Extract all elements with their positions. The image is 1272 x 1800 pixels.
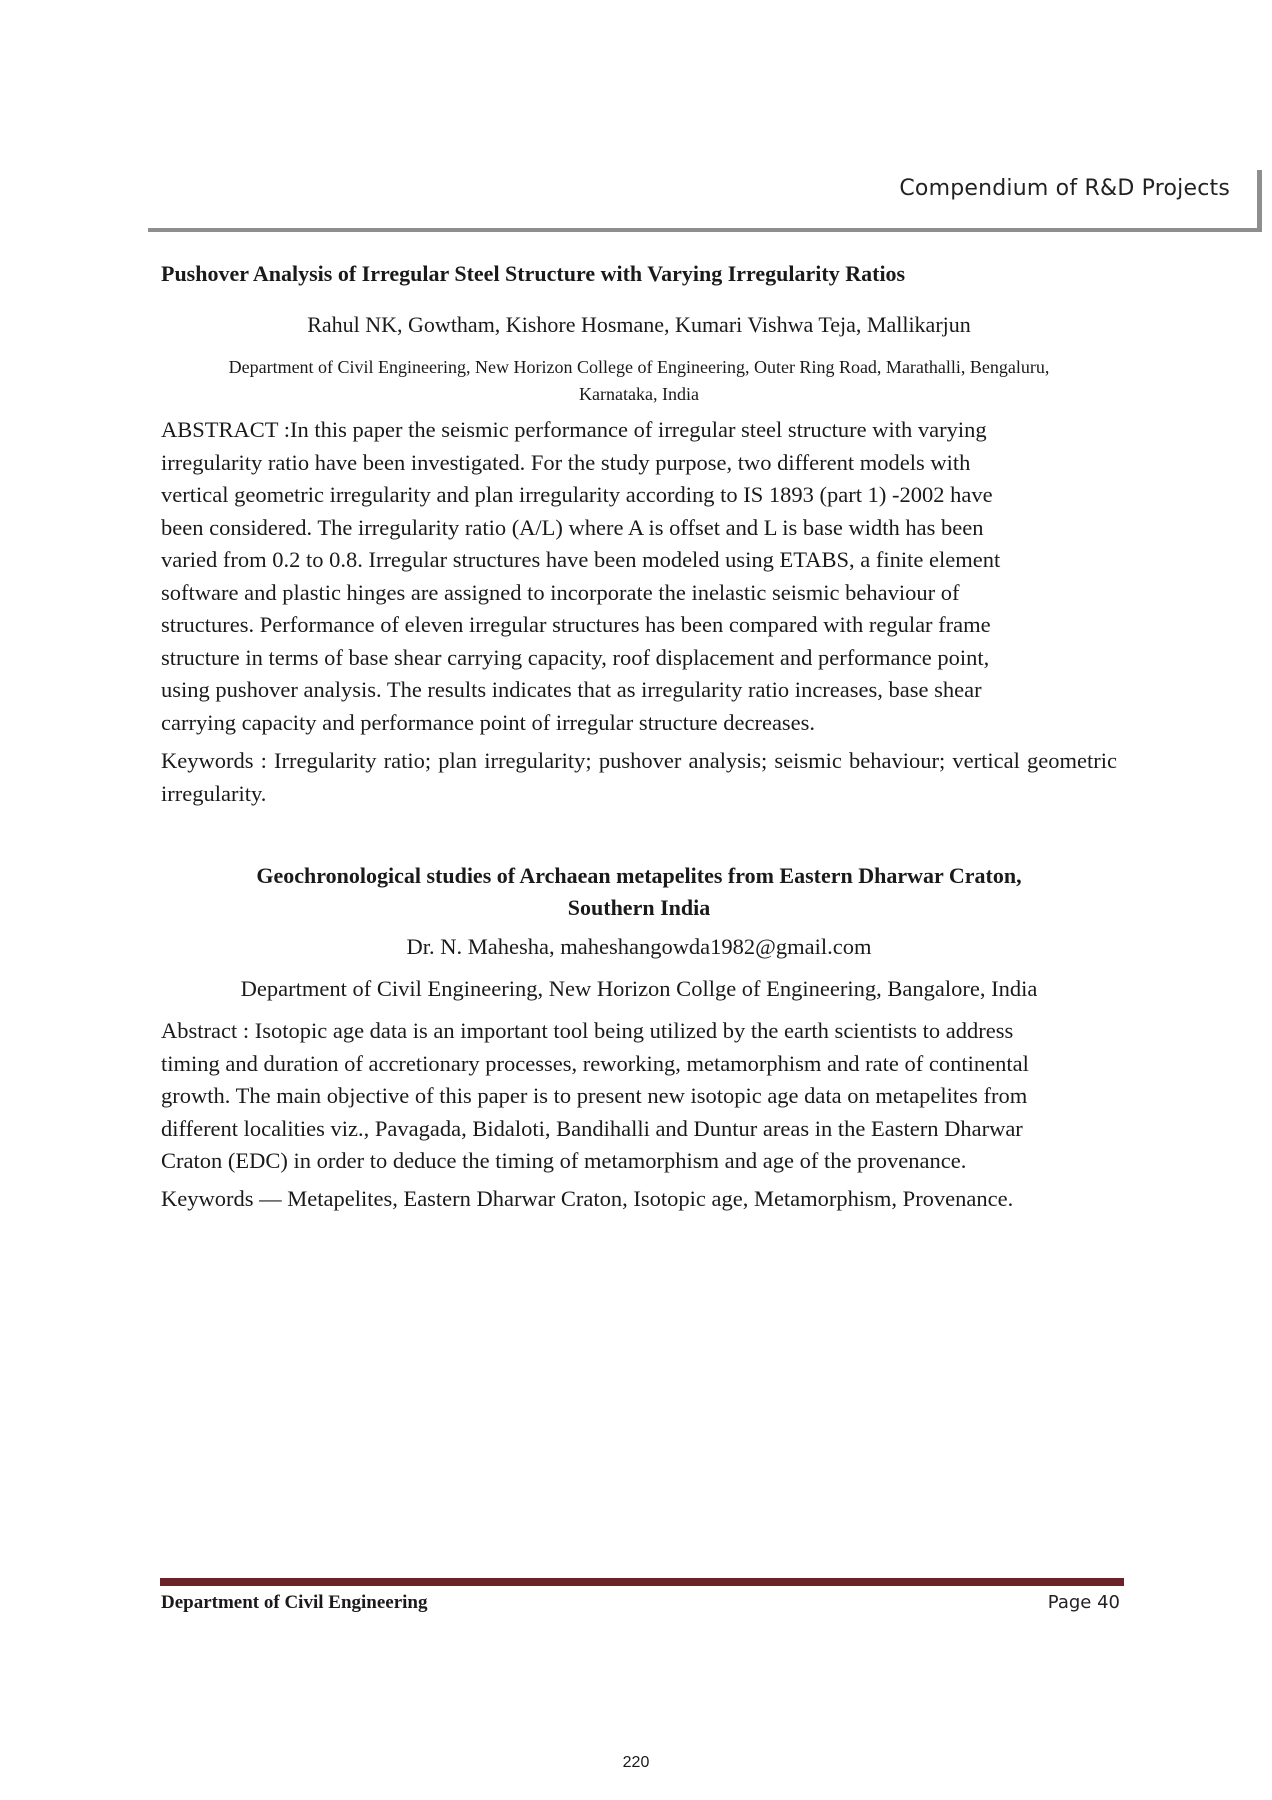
paper2-title-line: Geochronological studies of Archaean metapelites from Eastern Dharwar Craton, <box>256 863 1022 888</box>
paper2-title <box>161 860 1117 924</box>
paper1-affiliation-line: Karnataka, India <box>579 384 699 404</box>
abstract-line: timing and duration of accretionary processes, reworking, metamorphism and rate of continental <box>161 1050 1029 1076</box>
paper2-keywords: Keywords — Metapelites, Eastern Dharwar Craton, Isotopic age, Metamorphism, Provenance. <box>161 1186 1014 1211</box>
abstract-line: Craton (EDC) in order to deduce the timing of metamorphism and age of the provenance. <box>161 1148 967 1173</box>
paper2-authors: Dr. N. Mahesha, maheshangowda1982@gmail.com <box>406 934 872 959</box>
page-number: 220 <box>622 1754 650 1771</box>
paper1-affiliation-line: Department of Civil Engineering, New Horizon College of Engineering, Outer Ring Road, Marathalli, Bengaluru, <box>228 357 1050 377</box>
abstract-line: irregularity ratio have been investigated. For the study purpose, two different models with <box>161 449 971 475</box>
header-rule <box>148 228 1262 232</box>
running-header-title: Compendium of R&D Projects <box>899 176 1230 201</box>
paper2-affiliation: Department of Civil Engineering, New Horizon Collge of Engineering, Bangalore, India <box>240 976 1038 1001</box>
abstract-line: varied from 0.2 to 0.8. Irregular structures have been modeled using ETABS, a finite element <box>161 547 1001 572</box>
paper1-keywords: Keywords : Irregularity ratio; plan irregularity; pushover analysis; seismic behaviour; vertical geometric irregularity. <box>161 748 1117 806</box>
abstract-line: Abstract : Isotopic age data is an important tool being utilized by the earth scientists to address <box>161 1018 1014 1043</box>
abstract-line: structures. Performance of eleven irregular structures has been compared with regular frame <box>161 612 991 637</box>
abstract-line: vertical geometric irregularity and plan irregularity according to IS 1893 (part 1) -2002 have <box>161 482 993 507</box>
abstract-line: growth. The main objective of this paper is to present new isotopic age data on metapelites from <box>161 1083 1028 1108</box>
footer-page-label: Page 40 <box>1047 1592 1120 1613</box>
paper1-abstract <box>161 414 1091 739</box>
abstract-line: been considered. The irregularity ratio (A/L) where A is offset and L is base width has been <box>161 514 984 540</box>
abstract-line: ABSTRACT :In this paper the seismic performance of irregular steel structure with varying <box>161 417 987 442</box>
footer-rule <box>160 1578 1124 1586</box>
paper2-title-line: Southern India <box>567 895 711 920</box>
paper1-title: Pushover Analysis of Irregular Steel Structure with Varying Irregularity Ratios <box>161 261 906 286</box>
abstract-line: structure in terms of base shear carrying capacity, roof displacement and performance point, <box>161 644 990 670</box>
abstract-line: different localities viz., Pavagada, Bidaloti, Bandihalli and Duntur areas in the Eastern Dharwar <box>161 1115 1023 1141</box>
abstract-line: software and plastic hinges are assigned to incorporate the inelastic seismic behaviour of <box>161 579 960 605</box>
paper2-abstract <box>161 1015 1117 1178</box>
paper1-affiliation <box>161 354 1117 408</box>
header-vertical-bar <box>1257 170 1262 228</box>
paper1-authors: Rahul NK, Gowtham, Kishore Hosmane, Kumari Vishwa Teja, Mallikarjun <box>307 312 971 337</box>
footer-department: Department of Civil Engineering <box>161 1592 428 1613</box>
abstract-line: carrying capacity and performance point of irregular structure decreases. <box>161 709 816 735</box>
abstract-line: using pushover analysis. The results indicates that as irregularity ratio increases, base shear <box>161 677 982 702</box>
